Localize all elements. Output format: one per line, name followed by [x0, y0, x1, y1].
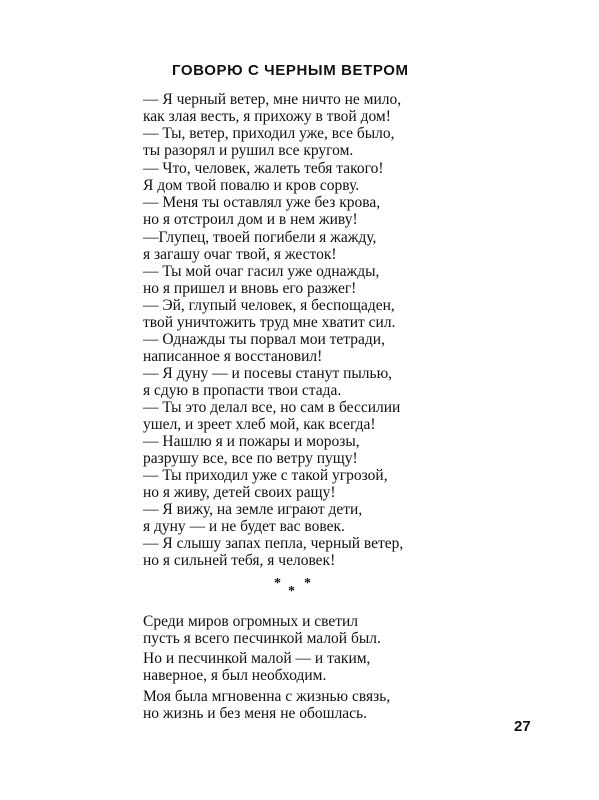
page-number: 27 — [514, 718, 531, 735]
poem-line: — Я дуну — и посевы станут пылью, — [143, 365, 393, 382]
poem-line: — Я вижу, на земле играют дети, — [143, 501, 363, 518]
poem-line: Я дом твой повалю и кров сорву. — [143, 177, 360, 194]
poem-line: но я пришел и вновь его разжег! — [143, 280, 357, 297]
stanza-1 — [143, 91, 443, 159]
poem-line: но жизнь и без меня не обошлась. — [143, 705, 368, 722]
poem-line: — Я слышу запах пепла, черный ветер, — [143, 535, 404, 552]
poem-line: Моя была мгновенна с жизнью связь, — [143, 688, 391, 705]
stanza-3 — [143, 229, 443, 297]
poem-line: — Ты, ветер, приходил уже, все было, — [143, 125, 395, 142]
poem-line: — Ты это делал все, но сам в бессилии — [143, 399, 401, 416]
stanza-2 — [143, 160, 443, 228]
poem-line: — Ты приходил уже с такой угрозой, — [143, 467, 388, 484]
poem-line: я загашу очаг твой, я жесток! — [143, 246, 337, 263]
poem-line: я сдую в пропасти твои стада. — [143, 382, 342, 399]
poem-line: — Однажды ты порвал мои тетради, — [143, 331, 385, 348]
poem-line: ушел, и зреет хлеб мой, как всегда! — [143, 416, 376, 433]
poem-line: Среди миров огромных и светил — [143, 613, 359, 630]
poem-line: как злая весть, я прихожу в твой дом! — [143, 108, 391, 125]
poem-title: ГОВОРЮ С ЧЕРНЫМ ВЕТРОМ — [172, 62, 409, 79]
poem-line: но я сильней тебя, я человек! — [143, 552, 336, 569]
stanza-8 — [143, 613, 443, 647]
stanza-6 — [143, 433, 443, 501]
poem-line: — Ты мой очаг гасил уже однажды, — [143, 263, 380, 280]
stanza-7 — [143, 501, 443, 569]
poem-line: —Глупец, твоей погибели я жажду, — [143, 229, 377, 246]
poem-line: написанное я восстановил! — [143, 348, 323, 365]
stanza-4 — [143, 297, 443, 365]
poem-line: наверное, я был необходим. — [143, 667, 327, 684]
asterisk: * — [274, 576, 281, 591]
stanza-9 — [143, 650, 443, 684]
poem-line: твой уничтожить труд мне хватит сил. — [143, 314, 396, 331]
poem-line: но я отстроил дом и в нем живу! — [143, 211, 358, 228]
poem-line: — Меня ты оставлял уже без крова, — [143, 194, 381, 211]
poem-line: — Что, человек, жалеть тебя такого! — [143, 160, 384, 177]
poem-line: — Эй, глупый человек, я беспощаден, — [143, 297, 395, 314]
poem-line: я дуну — и не будет вас вовек. — [143, 518, 345, 535]
stanza-10 — [143, 688, 443, 722]
section-separator — [268, 576, 328, 600]
poem-line: пусть я всего песчинкой малой был. — [143, 630, 381, 647]
poem-line: но я живу, детей своих ращу! — [143, 484, 336, 501]
poem-line: — Я черный ветер, мне ничто не мило, — [143, 91, 402, 108]
poem-line: Но и песчинкой малой — и таким, — [143, 650, 371, 667]
stanza-5 — [143, 365, 443, 433]
asterisk: * — [304, 576, 311, 591]
poem-line: — Нашлю я и пожары и морозы, — [143, 433, 360, 450]
poem-line: разрушу все, все по ветру пущу! — [143, 450, 358, 467]
poem-line: ты разорял и рушил все кругом. — [143, 142, 354, 159]
asterisk: * — [288, 584, 295, 599]
